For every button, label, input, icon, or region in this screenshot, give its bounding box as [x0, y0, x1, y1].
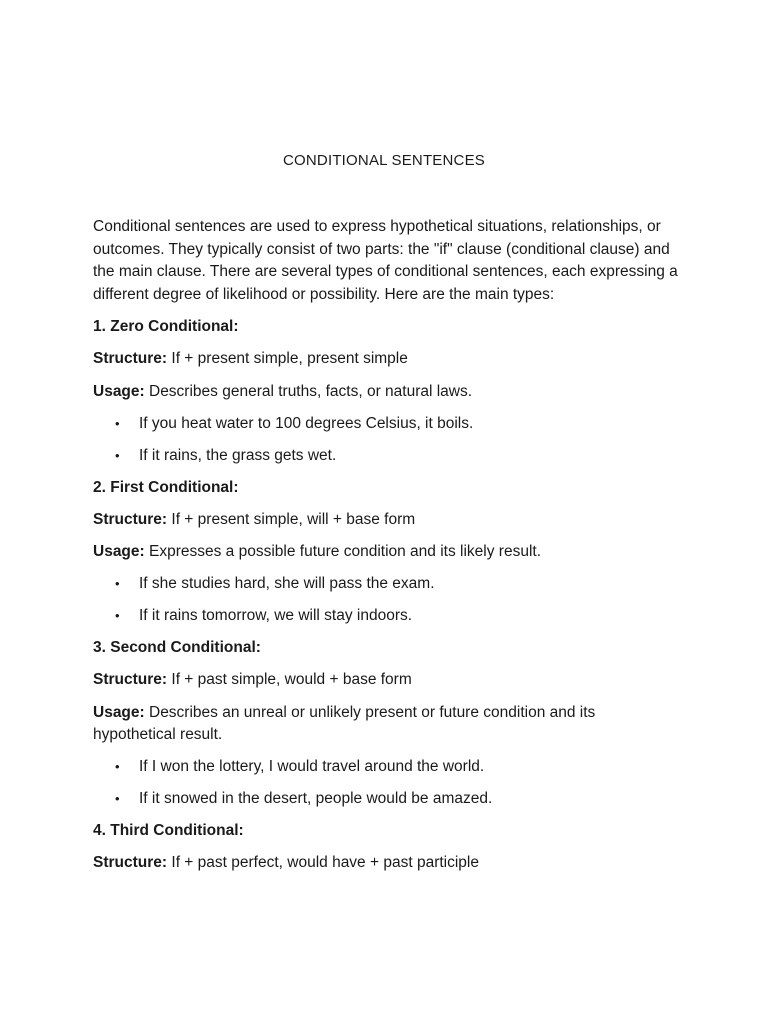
bullet-icon: •: [115, 608, 120, 624]
structure-line: [93, 852, 678, 875]
bullet-icon: •: [115, 415, 120, 431]
structure-text: If + present simple, present simple: [167, 350, 408, 368]
structure-line: [93, 669, 678, 692]
usage-line: [93, 541, 678, 564]
structure-label: Structure:: [93, 671, 168, 689]
example-text: If you heat water to 100 degrees Celsius, it boils.: [139, 414, 474, 432]
example-text: If it snowed in the desert, people would be amazed.: [139, 790, 493, 808]
structure-text: If + past simple, would + base form: [167, 671, 412, 689]
usage-line: [93, 702, 678, 747]
usage-label: Usage:: [93, 703, 145, 721]
example-text: If it rains tomorrow, we will stay indoors.: [139, 607, 413, 625]
section-heading-zero-conditional: 1. Zero Conditional:: [93, 318, 239, 336]
usage-label: Usage:: [93, 382, 145, 400]
section-heading-first-conditional: 2. First Conditional:: [93, 478, 239, 496]
usage-label: Usage:: [93, 543, 145, 561]
example-list: [93, 413, 678, 468]
usage-text: Expresses a possible future condition and its likely result.: [144, 543, 541, 561]
bullet-icon: •: [115, 791, 120, 807]
section-heading-third-conditional: 4. Third Conditional:: [93, 822, 244, 840]
example-item: [93, 605, 678, 628]
example-item: [93, 573, 678, 596]
example-item: [93, 756, 678, 779]
example-text: If she studies hard, she will pass the exam.: [139, 575, 435, 593]
usage-line: [93, 381, 678, 404]
usage-text: Describes general truths, facts, or natural laws.: [144, 382, 473, 400]
structure-label: Structure:: [93, 350, 168, 368]
bullet-icon: •: [115, 759, 120, 775]
document-title: CONDITIONAL SENTENCES: [282, 152, 485, 169]
structure-line: [93, 509, 678, 532]
example-item: [93, 788, 678, 811]
structure-label: Structure:: [93, 854, 168, 872]
bullet-icon: •: [115, 576, 120, 592]
example-text: If it rains, the grass gets wet.: [139, 446, 337, 464]
structure-text: If + past perfect, would have + past participle: [167, 854, 479, 872]
document-body: [93, 216, 678, 885]
structure-text: If + present simple, will + base form: [167, 510, 416, 528]
example-item: [93, 445, 678, 468]
example-list: [93, 573, 678, 628]
bullet-icon: •: [115, 447, 120, 463]
example-list: [93, 756, 678, 811]
section-heading-second-conditional: 3. Second Conditional:: [93, 639, 261, 657]
usage-text: Describes an unreal or unlikely present or future condition and its hypothetical result.: [93, 703, 596, 744]
structure-line: [93, 348, 678, 371]
example-text: If I won the lottery, I would travel around the world.: [139, 758, 485, 776]
example-item: [93, 413, 678, 436]
structure-label: Structure:: [93, 510, 168, 528]
intro-paragraph: Conditional sentences are used to express hypothetical situations, relationships, or outcomes. They typically consist of two parts: the "if" clause (conditional clause) and the main clause. There are several types of conditional sentences, each expressing a different degree of likelihood or possibility. Here are the main types:: [93, 218, 678, 303]
